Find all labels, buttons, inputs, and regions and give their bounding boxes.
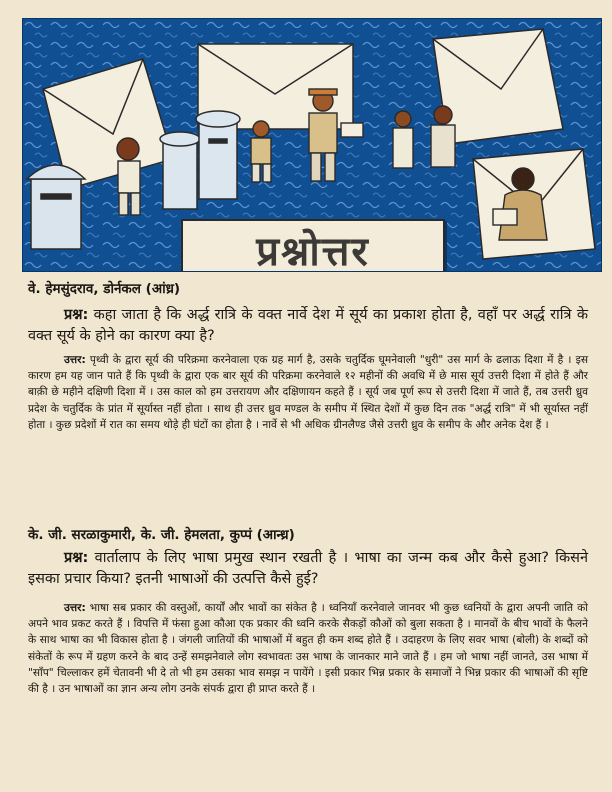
question-text: कहा जाता है कि अर्द्ध रात्रि के वक्त नार्वे देश में सूर्य का प्रकाश होता है, वहाँ पर अर्द्ध रात्रि के वक्त सूर्य के होने का कारण क्या है? bbox=[28, 307, 589, 344]
question-label: प्रश्न: bbox=[64, 307, 89, 323]
answer-block bbox=[28, 352, 588, 433]
author-line: के. जी. सरळाकुमारी, के. जी. हेमलता, कुप्पं (आन्ध्र) bbox=[28, 527, 295, 543]
mailbox-left bbox=[27, 165, 85, 249]
question-text: वार्तालाप के लिए भाषा प्रमुख स्थान रखती है । भाषा का जन्म कब और कैसे हुआ? किसने इसका प्रचार किया? इतनी भाषाओं की उत्पत्ति कैसे हुई? bbox=[28, 550, 589, 587]
answer-label: उत्तर: bbox=[64, 602, 86, 614]
question-block bbox=[28, 305, 588, 347]
question-label: प्रश्न: bbox=[64, 550, 89, 566]
answer-label: उत्तर: bbox=[64, 354, 86, 366]
author-line: वे. हेमसुंदराव, डोर्नकल (आंध्र) bbox=[28, 281, 181, 297]
question-block bbox=[28, 548, 588, 590]
page-title: प्रश्नोत्तर bbox=[256, 228, 370, 272]
illustrated-banner bbox=[22, 18, 602, 272]
answer-text: पृथ्वी के द्वारा सूर्य की परिक्रमा करनेवाला एक ग्रह मार्ग है, उसके चतुर्दिक घूमनेवाली "धुरी" उस मार्ग के ढलाऊ दिशा में है । इस कारण हम यह जान पाते हैं कि पृथ्वी के द्वारा एक बार सूर्य की परिक्रमा करनेवाले १२ महीनों की अवधि में छे मास सूर्य उत्तरी दिशा में होते हैं और बाक़ी छे महीने दक्षिणी दिशा में । उस काल को हम उत्तरायण और दक्षिणायन कहते हैं । सूर्य जब पूर्ण रूप से उत्तरी दिशा में जाते हैं, तब उत्तरी ध्रुव प्रदेश के चतुर्दिक के प्रांत में सूर्यास्त नहीं होता । साथ ही उत्तर ध्रुव मण्डल के समीप में स्थित देशों में कुछ दिन तक "अर्द्ध रात्रि" में भी सूर्यास्त नहीं होता । कुछ प्रदेशों में रात का समय थोड़े ही घंटों का होता है । नार्वे से भी अधिक ग्रीनलैण्ड जैसे उत्तरी ध्रुव के समीप के और अनेक देश हैं । bbox=[28, 354, 588, 431]
figure-boy bbox=[117, 138, 140, 215]
answer-text: भाषा सब प्रकार की वस्तुओं, कार्यों और भावों का संकेत है । ध्वनियाँ करनेवाले जानवर भी कुछ ध्वनियों के द्वारा अपनी जाति को अपने भाव प्रकट करते हैं । विपत्ति में फंसा हुआ कौआ एक प्रकार की ध्वनि करके सैकड़ों कौओं को बुला सकता है । मानवों के बीच भावों के फैलने के साथ भाषा का भी विकास होता है । जंगली जातियों की भाषाओं में बहुत ही कम शब्द होते हैं । उदाहरण के लिए सवर भाषा (बोली) के शब्दों को संकेतों के रूप में ग्रहण करने के बाद उन्हें समझनेवाले लोग स्वभावतः उस भाषा के जानकार माने जाते हैं । हम जो भाषा नहीं जानते, उस भाषा में "साँप" चिल्लाकर हमें चेतावनी भी दे तो भी हम उसका भाव समझ न पायेंगे । इसी प्रकार भिन्न प्रकार के समाजों ने भिन्न प्रकार की भाषाओं की सृष्टि की है । उन भाषाओं का ज्ञान अन्य लोग उनके संपर्क द्वारा ही प्राप्त करते हैं । bbox=[28, 602, 588, 696]
answer-block bbox=[28, 600, 588, 697]
title-panel bbox=[181, 219, 445, 272]
